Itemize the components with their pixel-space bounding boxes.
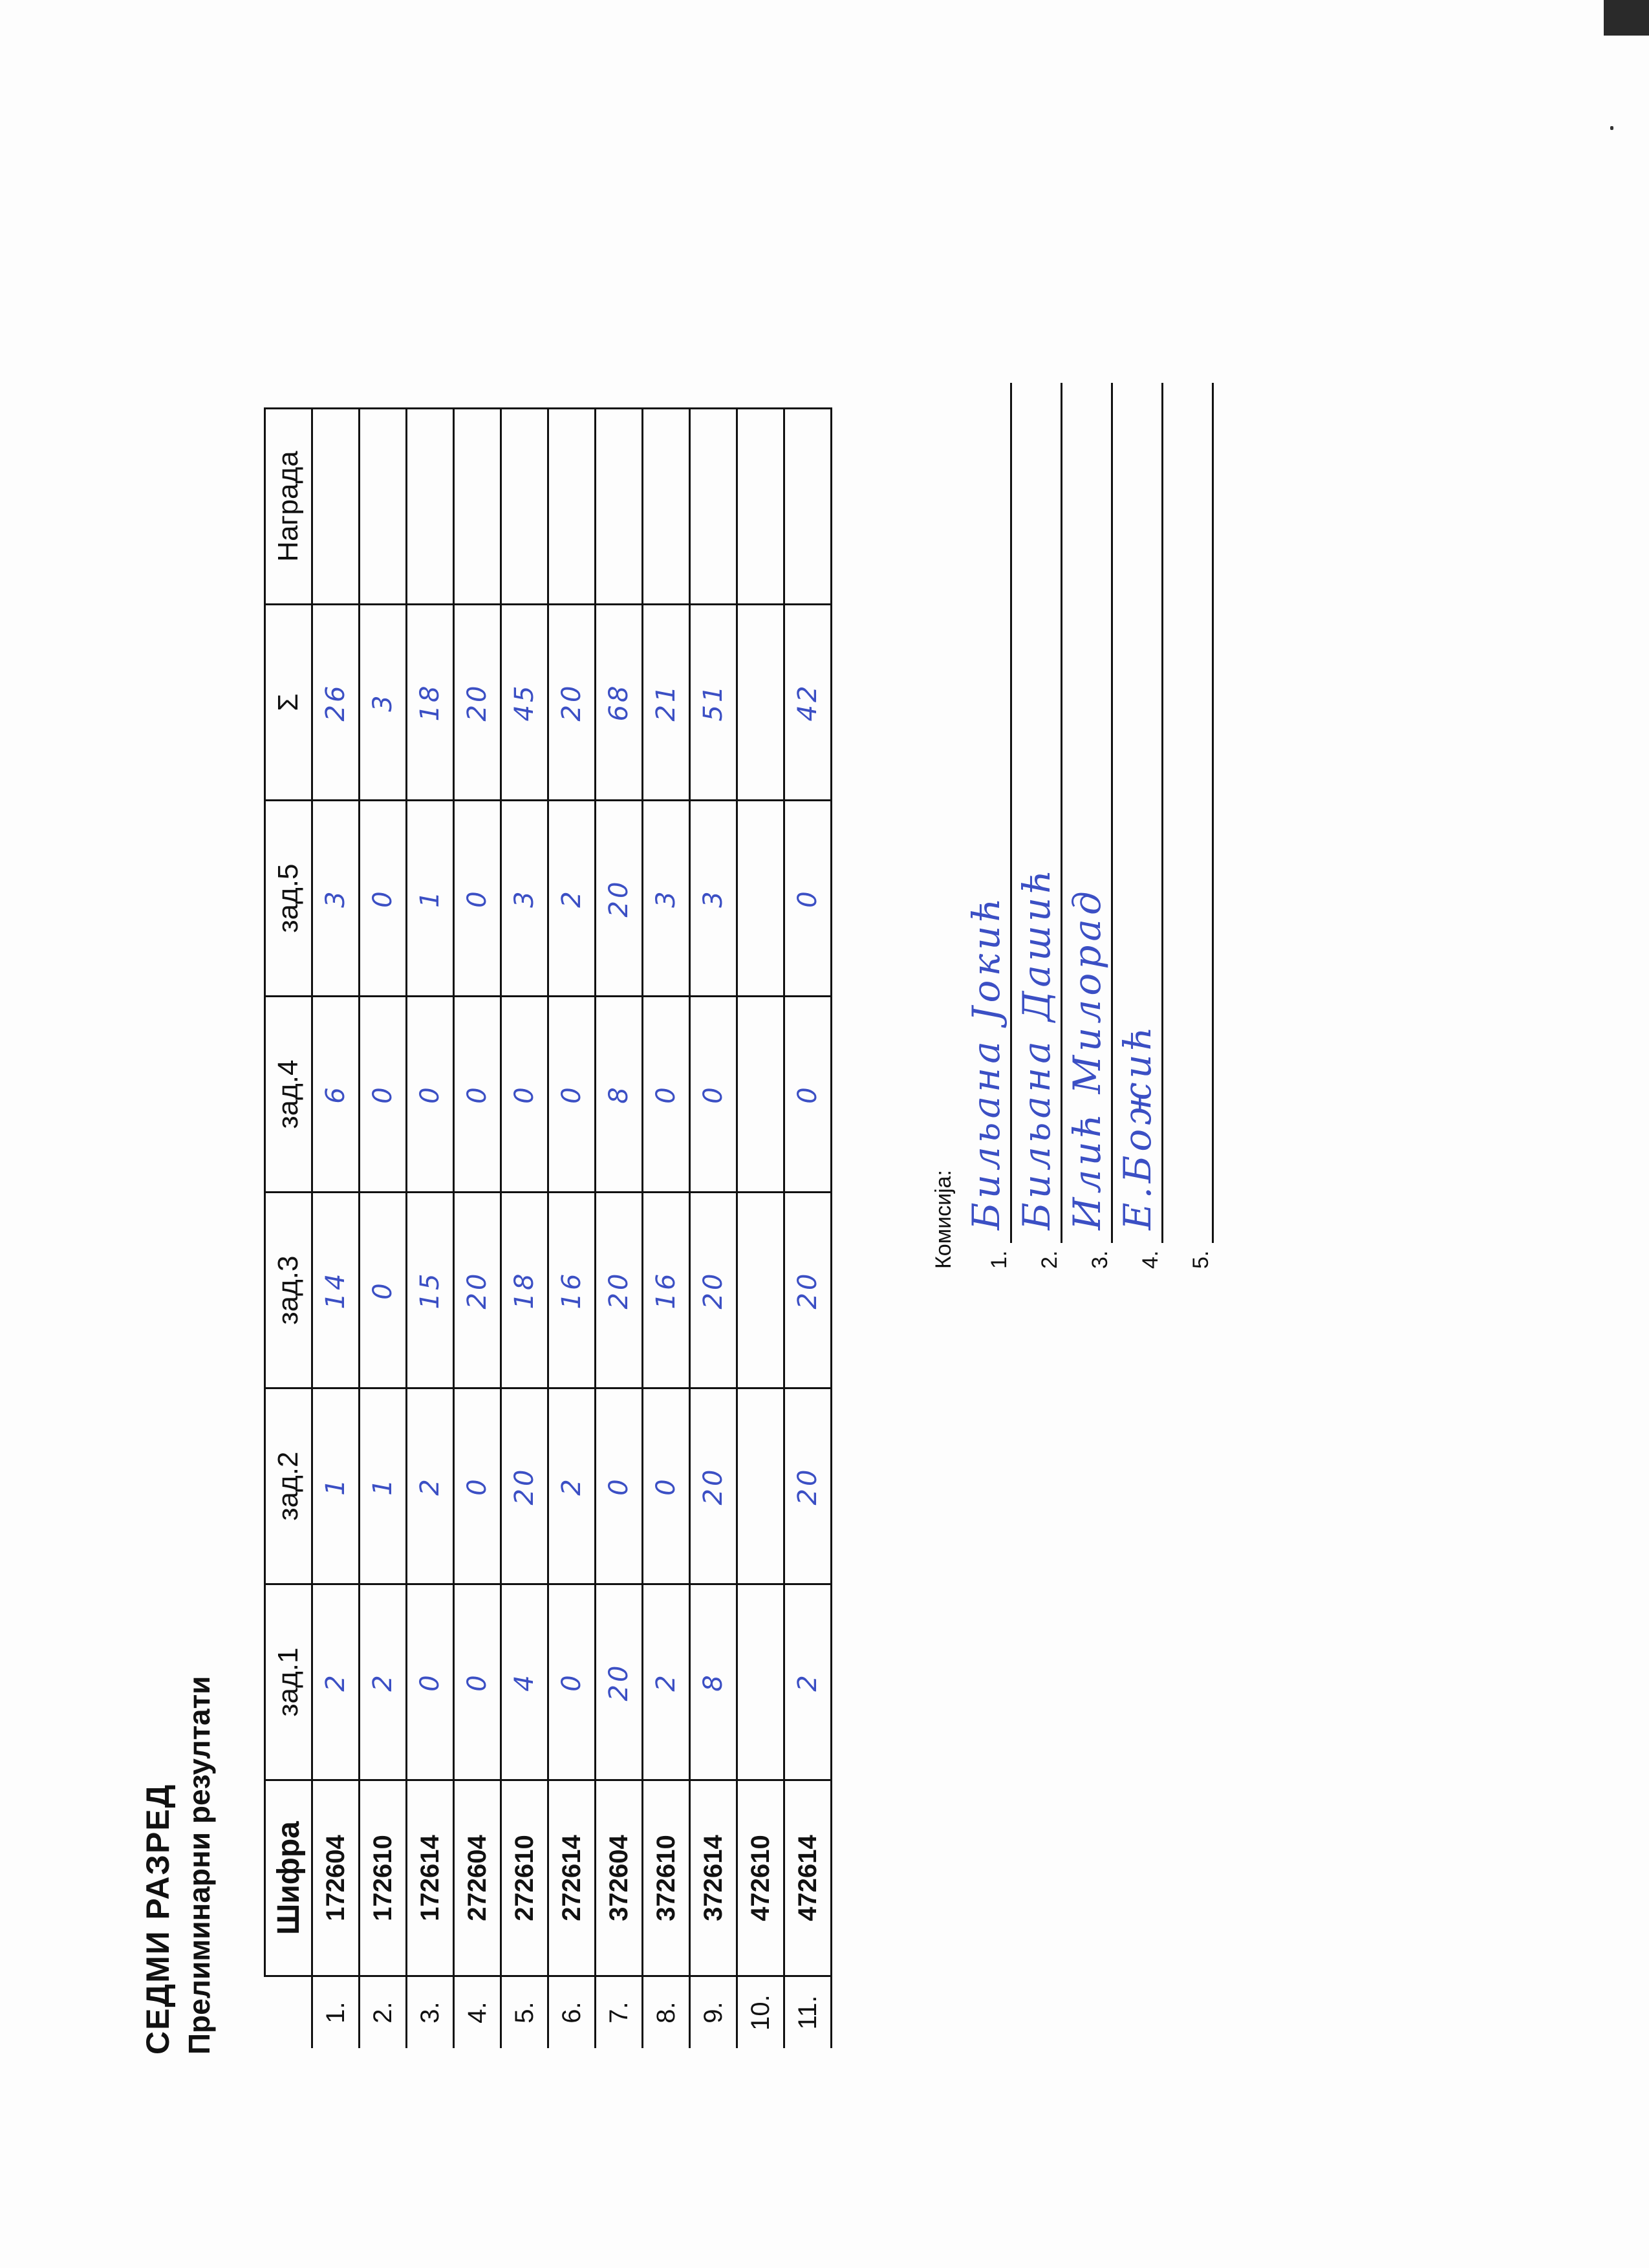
cell-task3: 20 [596,1193,643,1388]
cell-task4: 0 [643,997,690,1193]
cell-sum: 26 [312,605,360,801]
table-row [407,409,454,2049]
row-number: 4. [454,1976,501,2049]
column-header-code: Шифра [265,1780,312,1976]
row-number: 10. [737,1976,784,2049]
row-number: 2. [360,1976,407,2049]
cell-task5 [737,801,784,997]
cell-code: 372604 [596,1780,643,1976]
row-number: 3. [407,1976,454,2049]
page-subtitle: Прелиминарни резултати [182,1676,216,2055]
column-header-task5: зад.5 [265,801,312,997]
cell-task4: 0 [407,997,454,1193]
cell-task3: 20 [454,1193,501,1388]
results-table [264,407,832,2048]
cell-task4: 0 [548,997,596,1193]
cell-task5: 0 [454,801,501,997]
commission-member [1015,105,1070,1269]
title-block [139,1676,217,2055]
row-number: 7. [596,1976,643,2049]
cell-task3: 20 [784,1193,832,1388]
cell-task2 [737,1388,784,1584]
cell-task1: 0 [407,1584,454,1780]
cell-award [548,409,596,605]
cell-task4: 0 [690,997,737,1193]
cell-code: 272614 [548,1780,596,1976]
table-row [454,409,501,2049]
table-row [596,409,643,2049]
cell-award [312,409,360,605]
cell-sum: 21 [643,605,690,801]
column-header-task2: зад.2 [265,1388,312,1584]
cell-task5: 20 [596,801,643,997]
commission-member-number: 4. [1138,1250,1163,1269]
cell-award [737,409,784,605]
commission-member [1116,105,1171,1269]
signature-line [1161,383,1163,1243]
row-number: 6. [548,1976,596,2049]
cell-task4 [737,997,784,1193]
commission-member-number: 3. [1088,1250,1112,1269]
cell-task4: 8 [596,997,643,1193]
signature-line [1061,383,1062,1243]
table-row [690,409,737,2049]
cell-award [643,409,690,605]
cell-task3: 16 [548,1193,596,1388]
cell-sum: 18 [407,605,454,801]
handwritten-signature: Е.Божић [1116,1022,1159,1230]
row-number: 11. [784,1976,832,2049]
commission-member-number: 2. [1037,1250,1062,1269]
cell-code: 372610 [643,1780,690,1976]
cell-task3: 0 [360,1193,407,1388]
table-row [360,409,407,2049]
page-title: СЕДМИ РАЗРЕД [140,1783,176,2055]
cell-task5: 3 [312,801,360,997]
cell-code: 172604 [312,1780,360,1976]
cell-task1: 2 [312,1584,360,1780]
cell-task5: 3 [643,801,690,997]
cell-task3: 15 [407,1193,454,1388]
cell-task2: 0 [643,1388,690,1584]
cell-award [407,409,454,605]
cell-task1 [737,1584,784,1780]
cell-task4: 6 [312,997,360,1193]
cell-code: 272604 [454,1780,501,1976]
table-row [643,409,690,2049]
row-number: 5. [501,1976,548,2049]
handwritten-signature: Бильана Дашић [1015,865,1059,1230]
cell-task2: 1 [360,1388,407,1584]
signature-line [1111,383,1113,1243]
commission-member [964,105,1020,1269]
cell-task4: 0 [454,997,501,1193]
table-row [548,409,596,2049]
cell-task3: 20 [690,1193,737,1388]
cell-task1: 2 [784,1584,832,1780]
cell-task2: 0 [454,1388,501,1584]
cell-task5: 3 [501,801,548,997]
table-body [312,409,832,2049]
cell-sum: 42 [784,605,832,801]
cell-code: 172614 [407,1780,454,1976]
cell-task5: 0 [360,801,407,997]
cell-task3: 18 [501,1193,548,1388]
cell-task5: 0 [784,801,832,997]
cell-code: 272610 [501,1780,548,1976]
cell-task3: 16 [643,1193,690,1388]
cell-sum: 20 [548,605,596,801]
commission-member-number: 1. [987,1250,1011,1269]
row-number: 9. [690,1976,737,2049]
cell-task1: 0 [454,1584,501,1780]
cell-task3 [737,1193,784,1388]
cell-sum: 3 [360,605,407,801]
row-number: 1. [312,1976,360,2049]
column-header-award: Награда [265,409,312,605]
cell-task1: 2 [360,1584,407,1780]
commission-list [964,105,1222,1269]
table-row [737,409,784,2049]
handwritten-signature: Илић Милорад [1065,887,1109,1230]
cell-task5: 3 [690,801,737,997]
cell-task1: 20 [596,1584,643,1780]
cell-task2: 0 [596,1388,643,1584]
cell-code: 472610 [737,1780,784,1976]
table-row [501,409,548,2049]
cell-task1: 8 [690,1584,737,1780]
cell-award [784,409,832,605]
cell-task2: 1 [312,1388,360,1584]
cell-task5: 1 [407,801,454,997]
signature-line [1010,383,1012,1243]
table-row [312,409,360,2049]
commission-member-number: 5. [1189,1250,1213,1269]
signature-line [1212,383,1214,1243]
commission-member [1171,105,1222,1269]
cell-task2: 20 [690,1388,737,1584]
cell-task5: 2 [548,801,596,997]
cell-task1: 0 [548,1584,596,1780]
cell-task1: 2 [643,1584,690,1780]
cell-sum: 20 [454,605,501,801]
cell-task2: 20 [501,1388,548,1584]
table-row [784,409,832,2049]
cell-award [690,409,737,605]
cell-award [360,409,407,605]
cell-award [501,409,548,605]
cell-sum [737,605,784,801]
cell-code: 472614 [784,1780,832,1976]
cell-task2: 20 [784,1388,832,1584]
cell-sum: 51 [690,605,737,801]
column-header-task1: зад.1 [265,1584,312,1780]
cell-sum: 45 [501,605,548,801]
cell-task4: 0 [360,997,407,1193]
cell-task3: 14 [312,1193,360,1388]
column-header-task4: зад.4 [265,997,312,1193]
column-header-sum: Σ [265,605,312,801]
cell-code: 372614 [690,1780,737,1976]
commission-title: Комисија: [931,1170,956,1269]
cell-task2: 2 [407,1388,454,1584]
commission-member [1065,105,1121,1269]
column-header-task3: зад.3 [265,1193,312,1388]
row-number: 8. [643,1976,690,2049]
table-header-row [265,409,312,2049]
cell-code: 172610 [360,1780,407,1976]
handwritten-signature: Бильана Јокић [964,894,1008,1230]
commission-block [931,105,1222,1269]
cell-task2: 2 [548,1388,596,1584]
row-number-header [265,1976,312,2049]
cell-award [596,409,643,605]
cell-task4: 0 [784,997,832,1193]
cell-task4: 0 [501,997,548,1193]
cell-sum: 68 [596,605,643,801]
cell-task1: 4 [501,1584,548,1780]
cell-award [454,409,501,605]
